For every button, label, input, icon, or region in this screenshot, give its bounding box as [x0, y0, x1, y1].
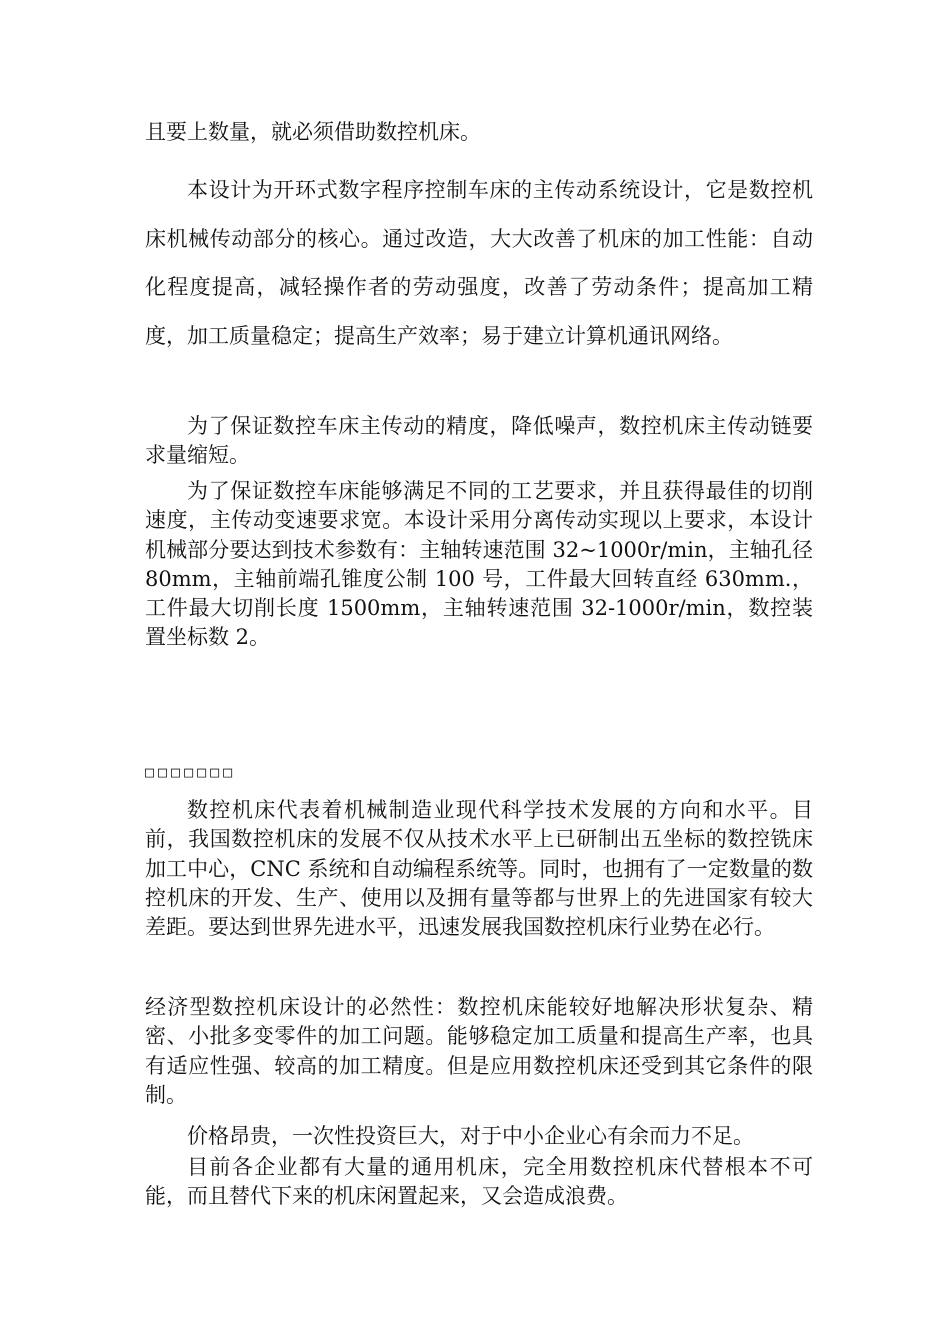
paragraph-existing-machines: 目前各企业都有大量的通用机床，完全用数控机床代替根本不可能，而且替代下来的机床闲置起来，又会造成浪费。	[145, 1155, 813, 1209]
paragraph-cnc-development: 数控机床代表着机械制造业现代科学技术发展的方向和水平。目前，我国数控机床的发展不仅从技术水平上已研制出五坐标的数控铣床加工中心，CNC 系统和自动编程系统等。同时，也拥有了一定数量的数控机床的开发、生产、使用以及拥有量等都与世界上的先进国家有较大差距。要达到世界先进水平，迅速发展我国数控机床行业势在必行。	[145, 798, 813, 940]
paragraph-continuation: 且要上数量，就必须借助数控机床。	[145, 120, 481, 144]
section-heading-unrendered: □□□□□□□	[145, 763, 237, 781]
paragraph-economic-necessity: 经济型数控机床设计的必然性：数控机床能较好地解决形状复杂、精密、小批多变零件的加工问题。能够稳定加工质量和提高生产率，也具有适应性强、较高的加工精度。但是应用数控机床还受到其它条件的限制。	[145, 995, 813, 1107]
paragraph-design-intro: 本设计为开环式数字程序控制车床的主传动系统设计，它是数控机床机械传动部分的核心。通过改造，大大改善了机床的加工性能：自动化程度提高，减轻操作者的劳动强度，改善了劳动条件；提高加工精度，加工质量稳定；提高生产效率；易于建立计算机通讯网络。	[145, 178, 813, 348]
paragraph-precision: 为了保证数控车床主传动的精度，降低噪声，数控机床主传动链要求量缩短。	[145, 414, 813, 468]
paragraph-price: 价格昂贵，一次性投资巨大，对于中小企业心有余而力不足。	[187, 1124, 754, 1148]
paragraph-tech-params: 为了保证数控车床能够满足不同的工艺要求，并且获得最佳的切削速度，主传动变速要求宽。本设计采用分离传动实现以上要求，本设计机械部分要达到技术参数有：主轴转速范围 32~1000r/min，主轴孔径 80mm，主轴前端孔锥度公制 100 号，工件最大回转直经 630mm.，工件最大切削长度 1500mm，主轴转速范围 32-1000r/min，数控装置坐标数 2。	[145, 479, 813, 650]
